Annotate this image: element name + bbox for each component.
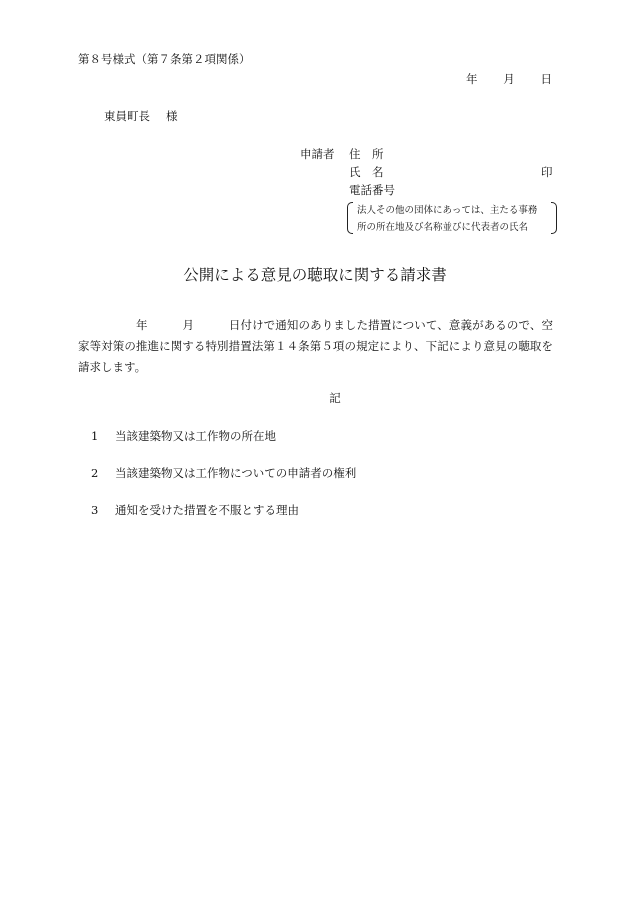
- seal-mark: 印: [541, 165, 553, 179]
- date-line: [466, 74, 552, 86]
- item-text: 通知を受けた措置を不服とする理由: [115, 503, 299, 517]
- item-number: 1: [91, 429, 99, 443]
- date-year-label: 年: [466, 72, 478, 86]
- right-bracket: [551, 202, 557, 234]
- phone-label: 電話番号: [349, 183, 395, 197]
- name-label: 氏 名: [349, 165, 384, 179]
- addressee: [104, 111, 178, 123]
- note-line: 法人その他の団体にあっては、主たる事務: [357, 205, 538, 216]
- date-month-label: 月: [503, 72, 515, 86]
- list-item: [91, 505, 299, 517]
- applicant-label: 申請者: [300, 147, 335, 161]
- corporate-note: [347, 202, 557, 236]
- item-text: 当該建築物又は工作物の所在地: [115, 429, 276, 443]
- list-item: [91, 468, 356, 480]
- note-line: 所の所在地及び名称並びに代表者の氏名: [357, 222, 529, 233]
- addressee-name: 東員町長: [104, 109, 150, 123]
- item-text: 当該建築物又は工作物についての申請者の権利: [115, 466, 357, 480]
- document-title: 公開による意見の聴取に関する請求書: [183, 266, 447, 284]
- ki-heading: 記: [329, 391, 341, 405]
- address-label: 住 所: [349, 147, 384, 161]
- left-bracket: [347, 202, 353, 234]
- item-number: 3: [91, 503, 99, 517]
- request-body: 年 月 日付けで通知のありました措置について、意義があるので、空家等対策の推進に関する特別措置法第１４条第５項の規定により、下記により意見の聴取を請求します。: [78, 318, 553, 374]
- addressee-honorific: 様: [166, 109, 178, 123]
- date-day-label: 日: [540, 72, 552, 86]
- form-number: 第８号様式（第７条第２項関係）: [78, 52, 251, 66]
- item-number: 2: [91, 466, 99, 480]
- list-item: [91, 431, 276, 443]
